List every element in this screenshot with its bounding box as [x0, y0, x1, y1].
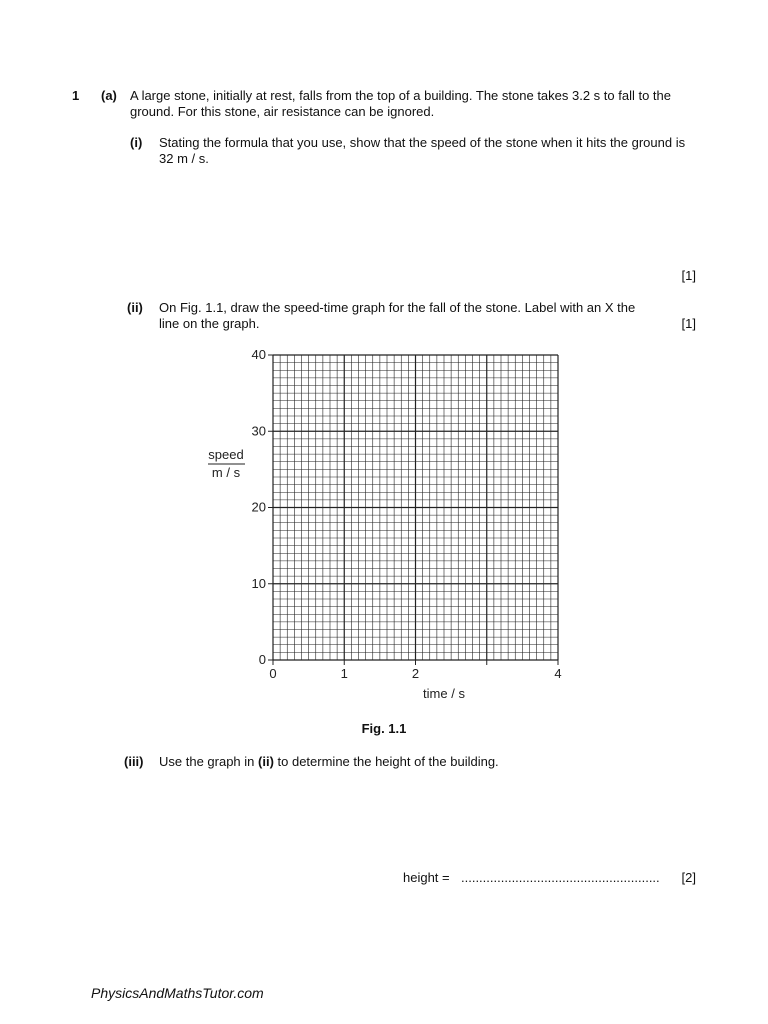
- part-iii-text-after: to determine the height of the building.: [273, 754, 499, 769]
- part-ii-text: On Fig. 1.1, draw the speed-time graph for the fall of the stone. Label with an X the line on the graph.: [159, 300, 636, 331]
- part-i-label: (i): [130, 135, 143, 150]
- x-axis-ticks: [269, 660, 561, 681]
- x-tick-label: 0: [269, 666, 277, 681]
- part-ii-label: (ii): [127, 300, 143, 315]
- part-iii-text: [159, 754, 499, 770]
- question-number: 1: [72, 88, 80, 103]
- graph-grid: [273, 355, 558, 660]
- x-axis-label: time / s: [423, 686, 465, 701]
- y-tick-label: 10: [251, 575, 266, 591]
- x-tick-label: 1: [340, 666, 348, 681]
- answer-label: height =: [403, 870, 450, 885]
- answer-marks: [2]: [681, 870, 696, 885]
- part-ii-marks: [1]: [681, 316, 696, 331]
- y-axis-ticks: [252, 347, 273, 667]
- part-i-marks: [1]: [681, 268, 696, 283]
- x-tick-label: 2: [411, 666, 420, 681]
- y-axis-label-bottom: m / s: [211, 465, 241, 480]
- y-tick-label: 0: [258, 652, 266, 667]
- part-a-label: (a): [101, 88, 117, 103]
- part-iii-text-bold: (ii): [258, 754, 274, 769]
- y-tick-label: 20: [251, 499, 266, 515]
- part-iii-label: (iii): [124, 754, 144, 769]
- speed-time-graph[interactable]: [195, 340, 595, 710]
- part-iii-text-before: Use the graph in: [159, 754, 259, 769]
- y-tick-label: 30: [251, 423, 266, 439]
- x-tick-label: 4: [554, 666, 562, 681]
- y-axis-label-top: speed: [208, 447, 244, 462]
- figure-caption: Fig. 1.1: [361, 721, 407, 736]
- footer-source: PhysicsAndMathsTutor.com: [91, 985, 264, 1001]
- part-a-text: A large stone, initially at rest, falls from the top of a building. The stone takes 3.2 s to fall to the ground. For this stone, air resistance can be ignored.: [130, 88, 672, 119]
- part-i-text: Stating the formula that you use, show that the speed of the stone when it hits the ground is 32 m / s.: [159, 135, 686, 166]
- y-tick-label: 40: [251, 347, 266, 362]
- answer-input-line[interactable]: .......................................................: [461, 870, 660, 885]
